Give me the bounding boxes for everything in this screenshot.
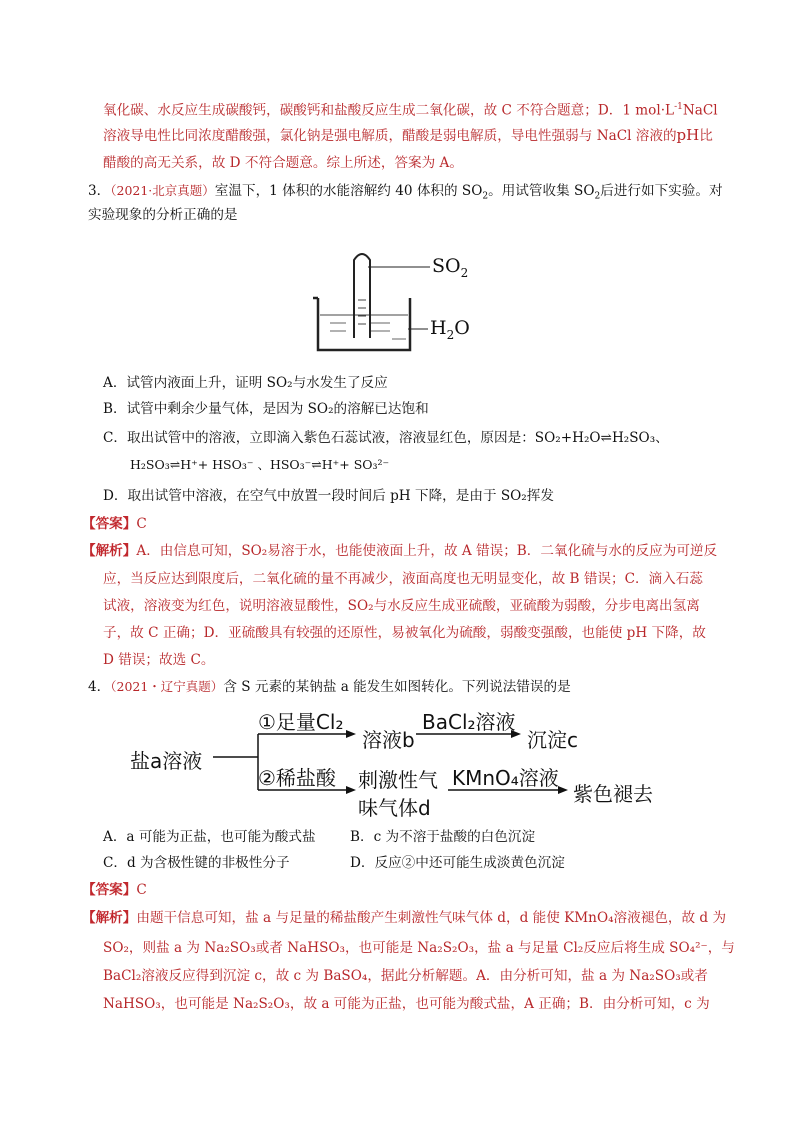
prev-answer-line-1: 氧化碳、水反应生成碳酸钙，碳酸钙和盐酸反应生成二氧化碳，故 C 不符合题意；D．1 $mol\cdot L^{-1}NaCl$ [103,102,718,119]
diagram-cond-4: KMnO₄溶液 [452,766,559,790]
q3-option-c-cont: H₂SO₃⇌H⁺+ HSO₃⁻ 、HSO₃⁻⇌H⁺+ SO₃²⁻ [130,457,390,472]
q3-analysis-5: D 错误；故选 C。 [103,652,215,668]
q4-stem: 4．（2021・辽宁真题）含 S 元素的某钠盐 a 能发生如图转化。下列说法错误的是 [88,679,571,695]
diagram-cond-1: ①足量Cl₂ [258,710,344,734]
q4-analysis-4: NaHSO₃，也可能是 Na₂S₂O₃，故 a 可能为正盐，也可能为酸式盐，A 正确；B．由分析可知，c 为 [103,996,710,1012]
diagram-precipitate-c: 沉淀c [527,728,578,752]
diagram-solution-b: 溶液b [362,728,415,752]
figure-label-so2: $SO_2$ [432,255,469,280]
q4-option-d: D．反应②中还可能生成淡黄色沉淀 [350,855,565,871]
figure-label-h2o: $H_2O$ [430,317,470,342]
q4-option-c: C．d 为含极性键的非极性分子 [103,855,290,871]
q4-analysis-2: SO₂，则盐 a 为 Na₂SO₃或者 NaHSO₃，也可能是 Na₂S₂O₃，盐 a 与足量 Cl₂反应后将生成 SO₄²⁻，与 [103,940,735,956]
q4-answer: 【答案】C [82,882,147,898]
q3-analysis-1: 【解析】A．由信息可知，SO₂易溶于水，也能使液面上升，故 A 错误；B．二氧化硫与水的反应为可逆反 [82,543,718,559]
q4-option-b: B．c 为不溶于盐酸的白色沉淀 [350,829,536,845]
prev-answer-line-2: 溶液导电性比同浓度醋酸强，氯化钠是强电解质，醋酸是弱电解质，导电性强弱与 NaCl 溶液的pH比 [103,126,713,144]
q3-stem-line-1: 3．（2021·北京真题）室温下，1 体积的水能溶解约 40 体积的 $SO_2$。用试管收集 $SO_2$后进行如下实验。对 [88,183,723,202]
diagram-decolor: 紫色褪去 [573,782,653,806]
q3-source: （2021·北京真题） [110,183,215,198]
diagram-gas-d-line-1: 刺激性气 [358,768,438,792]
q3-option-b: B．试管中剩余少量气体，是因为 SO₂的溶解已达饱和 [103,401,429,417]
diagram-start: 盐a溶液 [130,749,203,773]
q3-option-a: A．试管内液面上升，证明 SO₂与水发生了反应 [103,375,388,391]
q4-option-a: A．a 可能为正盐，也可能为酸式盐 [103,829,316,845]
q3-option-c: C．取出试管中的溶液，立即滴入紫色石蕊试液，溶液显红色，原因是：SO₂+H₂O⇌H₂SO₃、 [103,430,669,446]
q3-answer: 【答案】C [82,516,147,532]
prev-answer-line-3: 醋酸的高无关系，故 D 不符合题意。综上所述，答案为 A。 [103,155,463,171]
q3-analysis-2: 应，当反应达到限度后，二氧化硫的量不再减少，液面高度也无明显变化，故 B 错误；C．滴入石蕊 [103,571,703,587]
q4-source: （2021・辽宁真题） [110,679,224,694]
diagram-cond-3: ②稀盐酸 [258,766,336,790]
q4-analysis-3: BaCl₂溶液反应得到沉淀 c，故 c 为 BaSO₄，据此分析解题。A．由分析可知，盐 a 为 Na₂SO₃或者 [103,968,708,984]
q4-analysis-1: 【解析】由题干信息可知，盐 a 与足量的稀盐酸产生刺激性气味气体 d，d 能使 KMnO₄溶液褪色，故 d 为 [82,910,727,926]
q3-option-d: D．取出试管中溶液，在空气中放置一段时间后 pH 下降，是由于 SO₂挥发 [103,488,554,504]
diagram-cond-2: BaCl₂溶液 [422,710,516,734]
q3-analysis-4: 子，故 C 正确；D．亚硫酸具有较强的还原性，易被氧化为硫酸，弱酸变强酸，也能使 pH 下降，故 [103,625,706,641]
q3-analysis-3: 试液，溶液变为红色，说明溶液显酸性，SO₂与水反应生成亚硫酸，亚硫酸为弱酸，分步电离出氢离 [103,598,700,614]
diagram-gas-d-line-2: 味气体d [358,796,431,820]
q4-number: 4． [88,679,111,695]
q3-number: 3． [88,183,111,199]
q3-stem-line-2: 实验现象的分析正确的是 [88,207,238,223]
